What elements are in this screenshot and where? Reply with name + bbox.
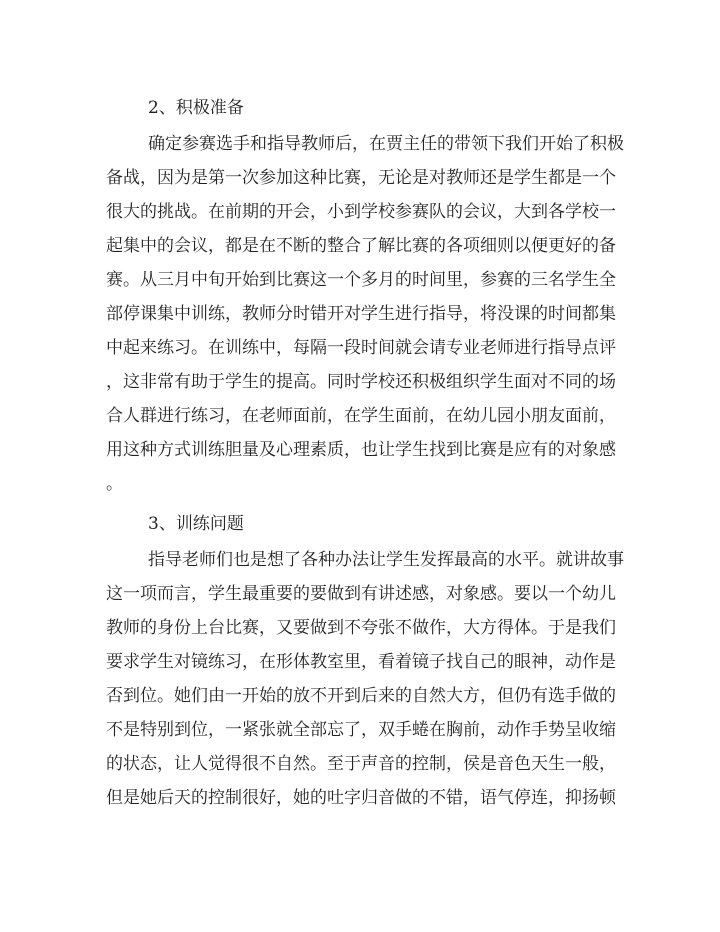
paragraph-line: 用这种方式训练胆量及心理素质，也让学生找到比赛是应有的对象感 bbox=[106, 440, 616, 460]
paragraph-line: 起集中的会议，都是在不断的整合了解比赛的各项细则以便更好的备 bbox=[106, 236, 616, 256]
paragraph-line: 但是她后天的控制很好，她的吐字归音做的不错，语气停连，抑扬顿 bbox=[106, 788, 616, 808]
paragraph-line: 指导老师们也是想了各种办法让学生发挥最高的水平。就讲故事 bbox=[148, 550, 624, 570]
paragraph-line: 。 bbox=[106, 474, 123, 494]
paragraph-line: 很大的挑战。在前期的开会，小到学校参赛队的会议，大到各学校一 bbox=[106, 202, 616, 222]
section-heading-2: 2、积极准备 bbox=[148, 98, 244, 118]
paragraph-line: 赛。从三月中旬开始到比赛这一个多月的时间里，参赛的三名学生全 bbox=[106, 270, 616, 290]
paragraph-line: 部停课集中训练，教师分时错开对学生进行指导，将没课的时间都集 bbox=[106, 304, 616, 324]
paragraph-line: ，这非常有助于学生的提高。同时学校还积极组织学生面对不同的场 bbox=[106, 372, 616, 392]
section-heading-3: 3、训练问题 bbox=[148, 514, 244, 534]
paragraph-line: 教师的身份上台比赛，又要做到不夸张不做作，大方得体。于是我们 bbox=[106, 618, 616, 638]
paragraph-line: 不是特别到位，一紧张就全部忘了，双手蜷在胸前，动作手势呈收缩 bbox=[106, 720, 616, 740]
paragraph-line: 要求学生对镜练习，在形体教室里，看着镜子找自己的眼神，动作是 bbox=[106, 652, 616, 672]
paragraph-line: 合人群进行练习，在老师面前，在学生面前，在幼儿园小朋友面前， bbox=[106, 406, 616, 426]
paragraph-line: 的状态，让人觉得很不自然。至于声音的控制，侯是音色天生一般， bbox=[106, 754, 616, 774]
paragraph-line: 备战，因为是第一次参加这种比赛，无论是对教师还是学生都是一个 bbox=[106, 168, 616, 188]
paragraph-line: 确定参赛选手和指导教师后，在贾主任的带领下我们开始了积极 bbox=[148, 134, 624, 154]
paragraph-line: 否到位。她们由一开始的放不开到后来的自然大方，但仍有选手做的 bbox=[106, 686, 616, 706]
paragraph-line: 中起来练习。在训练中，每隔一段时间就会请专业老师进行指导点评 bbox=[106, 338, 616, 358]
paragraph-line: 这一项而言，学生最重要的要做到有讲述感，对象感。要以一个幼儿 bbox=[106, 584, 616, 604]
